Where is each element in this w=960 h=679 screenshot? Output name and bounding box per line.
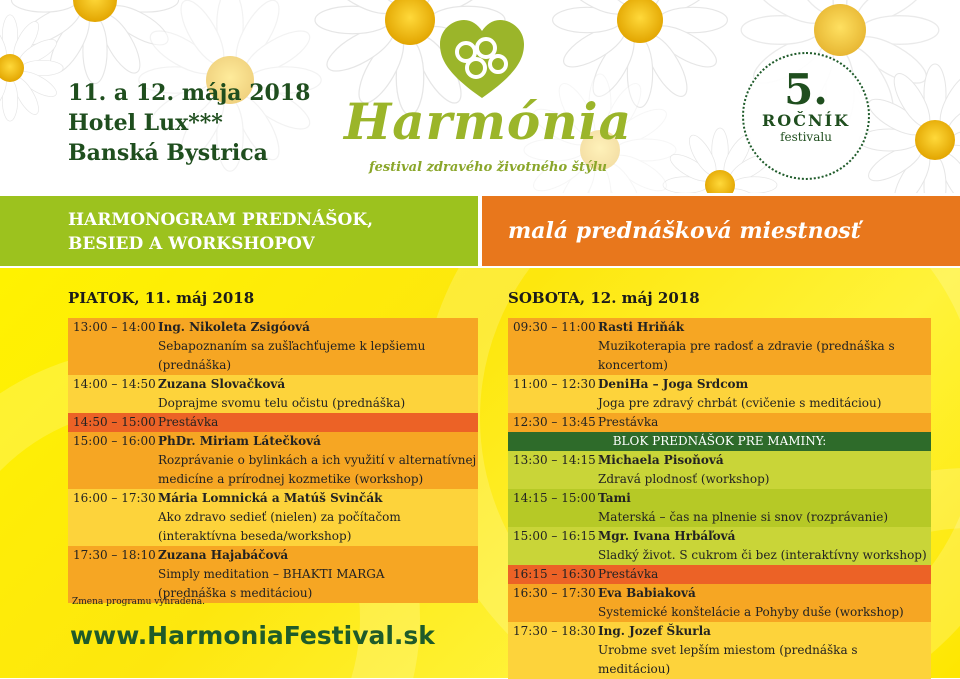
row-time: 11:00 – 12:30 — [513, 377, 596, 391]
header — [0, 0, 960, 193]
saturday-schedule — [508, 318, 931, 679]
schedule-row-break — [508, 565, 931, 584]
row-time: 15:00 – 16:15 — [513, 529, 596, 543]
schedule-row — [68, 489, 478, 546]
row-speaker: Ing. Jozef Škurla — [598, 624, 711, 638]
logo-subtitle: festival zdravého životného štýlu — [369, 160, 607, 175]
row-speaker: Ing. Nikoleta Zsigóová — [158, 320, 310, 334]
schedule-row — [508, 489, 931, 527]
schedule-row — [508, 375, 931, 413]
block-header-label: BLOK PREDNÁŠOK PRE MAMINY: — [612, 434, 827, 448]
row-time: 12:30 – 13:45 — [513, 415, 596, 429]
row-speaker: PhDr. Miriam Látečková — [158, 434, 321, 448]
row-speaker: DeniHa – Joga Srdcom — [598, 377, 749, 391]
friday-schedule — [68, 318, 478, 603]
row-break-label: Prestávka — [158, 415, 219, 429]
row-time: 14:00 – 14:50 — [73, 377, 156, 391]
event-city: Banská Bystrica — [68, 140, 268, 166]
schedule-row — [508, 622, 931, 679]
schedule-row — [508, 318, 931, 375]
schedule-row — [68, 375, 478, 413]
row-time: 16:30 – 17:30 — [513, 586, 596, 600]
row-time: 16:15 – 16:30 — [513, 567, 596, 581]
friday-title: PIATOK, 11. máj 2018 — [68, 289, 255, 307]
row-desc: Materská – čas na plnenie si snov (rozprávanie) — [598, 510, 889, 524]
row-time: 13:30 – 14:15 — [513, 453, 596, 467]
schedule-row-break — [68, 413, 478, 432]
row-time: 16:00 – 17:30 — [73, 491, 156, 505]
row-desc: Zdravá plodnosť (workshop) — [598, 472, 770, 486]
row-time: 15:00 – 16:00 — [73, 434, 156, 448]
saturday-title: SOBOTA, 12. máj 2018 — [508, 289, 700, 307]
edition-badge — [742, 52, 870, 180]
badge-sub: festivalu — [780, 130, 832, 144]
row-desc: Sebapoznaním sa zušľachťujeme k lepšiemu (prednáška) — [158, 339, 426, 372]
row-desc: Muzikoterapia pre radosť a zdravie (prednáška s koncertom) — [598, 339, 895, 372]
heart-logo-icon — [438, 18, 526, 102]
block-header-row — [508, 432, 931, 451]
row-time: 17:30 – 18:30 — [513, 624, 596, 638]
badge-word: ROČNÍK — [762, 111, 850, 130]
row-time: 09:30 – 11:00 — [513, 320, 596, 334]
row-desc: Ako zdravo sedieť (nielen) za počítačom — [158, 510, 401, 524]
row-desc: Joga pre zdravý chrbát (cvičenie s meditáciou) — [598, 396, 882, 410]
schedule-row — [508, 451, 931, 489]
row-time: 17:30 – 18:10 — [73, 548, 156, 562]
event-venue: Hotel Lux*** — [68, 110, 223, 136]
row-break-label: Prestávka — [598, 567, 659, 581]
row-desc: Urobme svet lepším miestom (prednáška s meditáciou) — [598, 643, 858, 676]
row-speaker: Mária Lomnická a Matúš Svinčák — [158, 491, 383, 505]
row-break-label: Prestávka — [598, 415, 659, 429]
row-desc: (prednáška s meditáciou) — [158, 586, 313, 600]
row-speaker: Michaela Pisoňová — [598, 453, 724, 467]
row-time: 13:00 – 14:00 — [73, 320, 156, 334]
row-desc: (interaktívna beseda/workshop) — [158, 529, 352, 543]
row-desc: Systemické konštelácie a Pohyby duše (workshop) — [598, 605, 904, 619]
schedule-row — [68, 546, 478, 603]
row-desc: Simply meditation – BHAKTI MARGA — [158, 567, 385, 581]
website-link[interactable]: www.HarmoniaFestival.sk — [70, 621, 435, 650]
schedule-row — [508, 527, 931, 565]
event-info — [68, 78, 310, 168]
row-desc: Rozprávanie o bylinkách a ich využití v alternatívnej — [158, 453, 477, 467]
row-speaker: Zuzana Slovačková — [158, 377, 286, 391]
row-time: 14:50 – 15:00 — [73, 415, 156, 429]
row-speaker: Zuzana Hajabáčová — [158, 548, 289, 562]
badge-number: 5. — [784, 65, 828, 114]
schedule-row-break — [508, 413, 931, 432]
row-time: 14:15 – 15:00 — [513, 491, 596, 505]
row-speaker: Eva Babiaková — [598, 586, 696, 600]
schedule-row — [68, 432, 478, 489]
banner-left-line1: HARMONOGRAM PREDNÁŠOK, — [68, 210, 374, 230]
row-speaker: Tami — [598, 491, 631, 505]
banner-left-line2: BESIED A WORKSHOPOV — [68, 234, 315, 254]
row-desc: Sladký život. S cukrom či bez (interaktívny workshop) — [598, 548, 927, 562]
banner-left-text — [68, 208, 373, 256]
program-change-note: Zmena programu vyhradená. — [72, 597, 205, 607]
logo-title: Harmónia — [344, 92, 632, 151]
schedule-row — [508, 584, 931, 622]
schedule-row — [68, 318, 478, 375]
row-desc: medicíne a prírodnej kozmetike (workshop) — [158, 472, 424, 486]
row-desc: Doprajme svomu telu očistu (prednáška) — [158, 396, 406, 410]
row-speaker: Mgr. Ivana Hrbáľová — [598, 529, 736, 543]
banner-right-text: malá prednášková miestnosť — [508, 218, 861, 244]
event-date: 11. a 12. mája 2018 — [68, 80, 311, 106]
row-speaker: Rasti Hriňák — [598, 320, 685, 334]
